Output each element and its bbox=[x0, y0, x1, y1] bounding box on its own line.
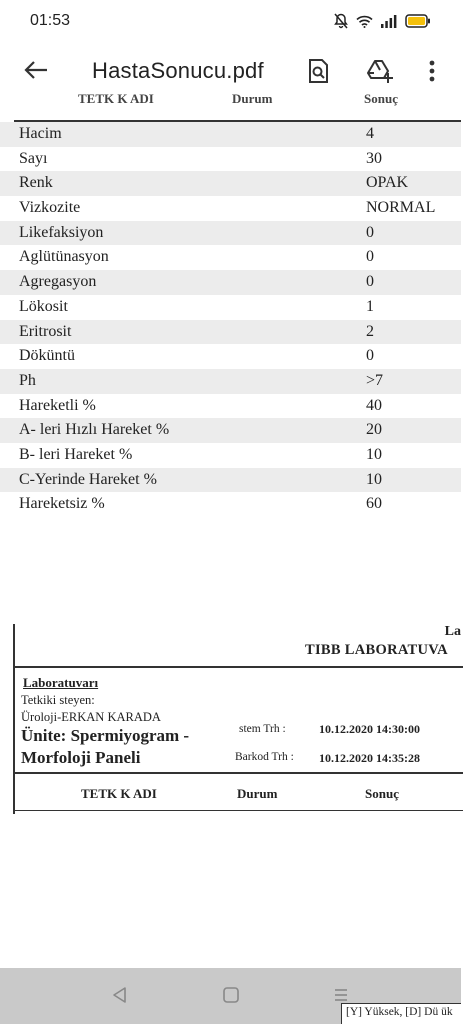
divider bbox=[15, 666, 463, 668]
mute-icon bbox=[334, 13, 348, 29]
result-value: 4 bbox=[366, 125, 374, 142]
results-table bbox=[0, 122, 461, 517]
result-row bbox=[0, 418, 461, 443]
result-value: OPAK bbox=[366, 174, 409, 192]
result-value: 0 bbox=[366, 347, 374, 365]
add-to-drive-icon bbox=[366, 58, 394, 89]
nav-home-button[interactable] bbox=[220, 986, 242, 1008]
result-row bbox=[0, 295, 461, 320]
result-name: Döküntü bbox=[19, 347, 75, 365]
requester-value: Üroloji-ERKAN KARADA bbox=[21, 710, 161, 724]
pdf-document-view[interactable] bbox=[0, 91, 461, 968]
result-value: 2 bbox=[366, 322, 374, 340]
result-value: 20 bbox=[366, 421, 382, 439]
result-name: A- leri Hızlı Hareket % bbox=[19, 421, 170, 439]
unit-line-2: Morfoloji Paneli bbox=[21, 748, 141, 767]
nav-back-icon bbox=[111, 986, 127, 1009]
result-value: 0 bbox=[366, 273, 374, 291]
result-row bbox=[0, 196, 461, 221]
result-value: NORMAL bbox=[366, 199, 436, 217]
request-date-label: stem Trh : bbox=[239, 723, 286, 735]
result-row bbox=[0, 492, 461, 517]
result-name: Eritrosit bbox=[19, 322, 72, 340]
more-options-button[interactable] bbox=[420, 56, 444, 90]
column-header-test-name: TETK K ADI bbox=[81, 786, 157, 801]
result-row bbox=[0, 443, 461, 468]
report-page-header bbox=[13, 624, 461, 814]
wifi-icon bbox=[356, 15, 373, 28]
lab-name-fragment: La bbox=[444, 624, 461, 639]
result-row bbox=[0, 221, 461, 246]
nav-back-button[interactable] bbox=[108, 986, 130, 1008]
result-name: Agregasyon bbox=[19, 273, 97, 291]
status-icons bbox=[334, 13, 431, 29]
result-value: 0 bbox=[366, 223, 374, 241]
result-value: 40 bbox=[366, 396, 382, 414]
divider bbox=[15, 810, 463, 811]
result-name: Hareketsiz % bbox=[19, 495, 105, 513]
result-name: Lökosit bbox=[19, 297, 68, 315]
result-row bbox=[0, 394, 461, 419]
status-bar bbox=[0, 0, 461, 44]
battery-icon bbox=[405, 14, 431, 28]
barcode-date-value: 10.12.2020 14:35:28 bbox=[319, 751, 420, 765]
clipped-header-tetkik: TETK K ADI bbox=[78, 91, 154, 106]
result-row bbox=[0, 245, 461, 270]
result-row bbox=[0, 122, 461, 147]
back-button[interactable] bbox=[18, 56, 54, 88]
result-name: Hareketli % bbox=[19, 396, 96, 414]
more-vert-icon bbox=[429, 60, 435, 87]
result-name: Ph bbox=[19, 371, 36, 389]
legend-note: [Y] Yüksek, [D] Dü ük bbox=[341, 1003, 461, 1024]
result-name: Sayı bbox=[19, 149, 48, 167]
result-value: 1 bbox=[366, 297, 374, 315]
status-time: 01:53 bbox=[30, 12, 71, 29]
clipped-table-header bbox=[14, 91, 461, 122]
result-value: 0 bbox=[366, 248, 374, 266]
clipped-header-sonuc: Sonuç bbox=[364, 91, 398, 106]
result-row bbox=[0, 468, 461, 493]
barcode-date-label: Barkod Trh : bbox=[235, 751, 294, 763]
result-value: 60 bbox=[366, 495, 382, 513]
result-name: Likefaksiyon bbox=[19, 223, 104, 241]
result-name: C-Yerinde Hareket % bbox=[19, 470, 157, 488]
result-value: 30 bbox=[366, 149, 382, 167]
lab-title: TIBB LABORATUVA bbox=[305, 642, 448, 658]
result-name: Hacim bbox=[19, 125, 62, 142]
back-arrow-icon bbox=[24, 60, 48, 85]
unit-line-1: Ünite: Spermiyogram - bbox=[21, 726, 190, 745]
find-in-document-button[interactable] bbox=[302, 56, 334, 90]
result-name: Renk bbox=[19, 174, 53, 192]
clipped-header-durum: Durum bbox=[232, 91, 273, 106]
document-title: HastaSonucu.pdf bbox=[92, 58, 264, 83]
requester-label: Tetkiki steyen: bbox=[21, 693, 95, 707]
request-date-value: 10.12.2020 14:30:00 bbox=[319, 722, 420, 736]
result-row bbox=[0, 369, 461, 394]
result-value: 10 bbox=[366, 445, 382, 463]
result-value: >7 bbox=[366, 371, 384, 389]
result-name: Vizkozite bbox=[19, 199, 81, 217]
result-name: B- leri Hareket % bbox=[19, 445, 133, 463]
divider bbox=[15, 772, 463, 774]
add-to-drive-button[interactable] bbox=[362, 56, 398, 90]
find-in-document-icon bbox=[307, 58, 329, 89]
result-name: Aglütünasyon bbox=[19, 248, 109, 266]
result-row bbox=[0, 344, 461, 369]
laboratory-name: Laboratuvarı bbox=[23, 675, 99, 690]
signal-icon bbox=[381, 15, 397, 28]
result-value: 10 bbox=[366, 470, 382, 488]
column-header-status: Durum bbox=[237, 786, 278, 801]
result-row bbox=[0, 320, 461, 345]
result-row bbox=[0, 270, 461, 295]
result-row bbox=[0, 147, 461, 172]
nav-home-icon bbox=[222, 986, 240, 1009]
result-row bbox=[0, 171, 461, 196]
column-header-result: Sonuç bbox=[365, 786, 399, 801]
